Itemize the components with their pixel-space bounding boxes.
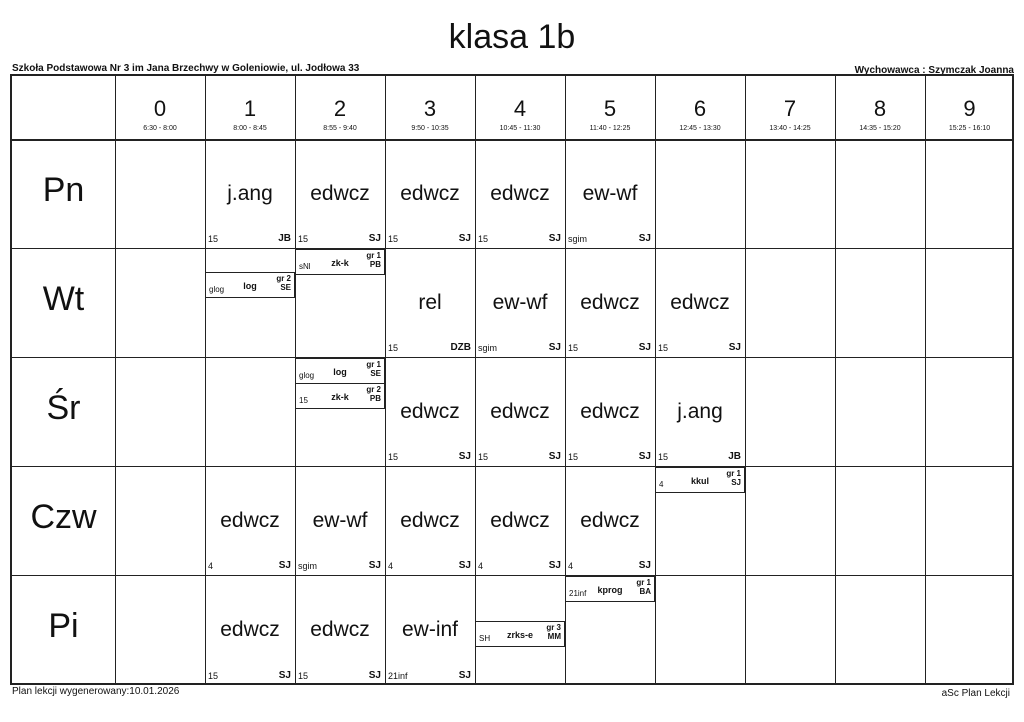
lesson-subject: kprog [597,585,623,595]
lesson-subject: edwcz [580,509,640,532]
group-lesson [295,358,385,384]
lesson-teacher: SJ [731,478,741,487]
period-header-1 [205,76,295,140]
class-teacher: Wychowawca : Szymczak Joanna [854,65,1014,76]
lesson-subject: zrks-e [506,630,533,640]
lesson-subject: edwcz [220,509,280,532]
lesson-subject: edwcz [400,400,460,423]
lesson-teacher: SJ [368,670,381,681]
lesson-cell [565,249,655,357]
lesson-room: sgim [298,561,318,571]
lesson-cell [385,467,475,575]
lesson-room: sgim [568,234,588,244]
lesson-subject: zk-k [331,258,349,268]
lesson-subject: ew-wf [312,509,368,532]
lesson-teacher: PB [369,260,381,269]
period-header-4 [475,76,565,140]
lesson-room: 4 [388,561,394,571]
generated-date: Plan lekcji wygenerowany:10.01.2026 [12,686,180,697]
lesson-subject: edwcz [670,291,730,314]
period-time: 12:45 - 13:30 [679,125,721,132]
day-label-sr: Śr [46,389,81,427]
lesson-group: gr 1 [726,469,741,478]
lesson-teacher: SJ [368,560,381,571]
lesson-subject: ew-wf [582,182,638,205]
period-number: 2 [333,96,347,121]
lesson-cell [385,576,475,685]
lesson-teacher: SJ [728,342,741,353]
period-time: 14:35 - 15:20 [859,125,901,132]
lesson-cell [205,140,295,248]
lesson-cell [385,249,475,357]
lesson-teacher: SJ [638,451,651,462]
lesson-teacher: JB [278,233,291,244]
lesson-room: 15 [298,234,309,244]
period-header-8 [835,76,925,140]
lesson-subject: ew-wf [492,291,548,314]
lesson-group: gr 1 [366,251,381,260]
lesson-teacher: SJ [548,342,561,353]
lesson-subject: edwcz [310,182,370,205]
lesson-room: 15 [478,234,489,244]
lesson-room: sNl [299,262,311,271]
lesson-subject: edwcz [580,400,640,423]
lesson-subject: zk-k [331,392,349,402]
period-header-9 [925,76,1014,140]
lesson-room: glog [209,285,225,294]
lesson-room: sgim [478,343,498,353]
group-lesson [475,621,565,647]
lesson-cell [385,358,475,466]
lesson-subject: edwcz [400,509,460,532]
lesson-teacher: MM [547,632,561,641]
lesson-teacher: SE [370,369,381,378]
lesson-teacher: SJ [458,233,471,244]
period-number: 4 [513,96,527,121]
lesson-cell [475,140,565,248]
lesson-subject: j.ang [227,182,273,205]
school-name: Szkoła Podstawowa Nr 3 im Jana Brzechwy w Goleniowie, ul. Jodłowa 33 [12,63,360,74]
lesson-cell [385,140,475,248]
lesson-subject: j.ang [677,400,723,423]
lesson-subject: ew-inf [401,618,459,641]
lesson-room: 15 [388,452,399,462]
lesson-room: 15 [208,234,219,244]
timetable-grid [10,74,1014,685]
lesson-subject: edwcz [310,618,370,641]
lesson-cell [475,249,565,357]
group-lesson [205,272,295,298]
lesson-teacher: SJ [368,233,381,244]
lesson-cell [565,467,655,575]
lesson-cell [565,358,655,466]
lesson-subject: edwcz [400,182,460,205]
lesson-subject: log [333,367,347,377]
lesson-room: 15 [388,234,399,244]
period-time: 15:25 - 16:10 [948,125,991,132]
period-time: 8:55 - 9:40 [323,125,357,132]
lesson-subject: edwcz [220,618,280,641]
lesson-group: gr 2 [276,274,291,283]
period-header-2 [295,76,385,140]
lesson-room: 15 [478,452,489,462]
lesson-subject: edwcz [580,291,640,314]
period-number: 9 [963,96,976,121]
lesson-cell [295,576,385,685]
lesson-teacher: SJ [548,560,561,571]
day-label-wt: Wt [42,280,85,318]
lesson-cell [205,576,295,685]
group-lesson [295,383,385,409]
lesson-subject: edwcz [490,400,550,423]
period-time: 10:45 - 11:30 [499,125,541,132]
period-number: 6 [693,96,707,121]
day-label-pi: Pi [48,607,79,645]
period-time: 8:00 - 8:45 [233,125,267,132]
period-time: 13:40 - 14:25 [769,125,811,132]
lesson-teacher: SJ [458,451,471,462]
lesson-group: gr 1 [366,360,381,369]
period-time: 9:50 - 10:35 [411,125,449,132]
period-time: 11:40 - 12:25 [589,125,631,132]
lesson-subject: rel [418,291,442,314]
lesson-subject: edwcz [490,509,550,532]
lesson-group: gr 1 [636,578,651,587]
lesson-room: 15 [658,452,669,462]
lesson-room: 21inf [388,671,408,681]
period-number: 8 [873,96,887,121]
day-label-czw: Czw [30,498,97,536]
lesson-room: 15 [299,396,308,405]
lesson-room: 15 [388,343,399,353]
group-lesson [565,576,655,602]
lesson-cell [475,358,565,466]
period-time: 6:30 - 8:00 [143,125,177,132]
lesson-subject: edwcz [490,182,550,205]
lesson-cell [475,467,565,575]
period-number: 1 [243,96,257,121]
lesson-cell [565,140,655,248]
lesson-teacher: SJ [278,560,291,571]
lesson-room: 21inf [569,589,587,598]
lesson-teacher: JB [728,451,741,462]
period-number: 0 [153,96,167,121]
lesson-room: 4 [568,561,574,571]
period-header-3 [385,76,475,140]
group-lesson [655,467,745,493]
lesson-cell [295,467,385,575]
lesson-room: glog [299,371,315,380]
lesson-teacher: SJ [548,233,561,244]
lesson-room: 15 [298,671,309,681]
period-number: 3 [423,96,437,121]
lesson-group: gr 3 [546,623,561,632]
lesson-room: 4 [659,480,664,489]
lesson-subject: log [243,281,257,291]
lesson-teacher: DZB [450,342,471,353]
lesson-teacher: BA [639,587,651,596]
lesson-room: SH [479,634,491,643]
lesson-teacher: SE [280,283,291,292]
lesson-room: 4 [208,561,214,571]
period-header-0 [115,76,205,140]
lesson-cell [295,140,385,248]
lesson-teacher: SJ [458,560,471,571]
lesson-teacher: SJ [638,560,651,571]
lesson-teacher: PB [369,394,381,403]
lesson-teacher: SJ [638,342,651,353]
day-label-pn: Pn [42,171,85,209]
period-number: 7 [783,96,797,121]
period-header-7 [745,76,835,140]
lesson-cell [205,467,295,575]
lesson-subject: kkul [690,476,709,486]
period-header-5 [565,76,655,140]
lesson-room: 15 [658,343,669,353]
period-header-6 [655,76,745,140]
software-credit: aSc Plan Lekcji [941,688,1010,699]
lesson-teacher: SJ [548,451,561,462]
lesson-room: 15 [568,343,579,353]
lesson-cell [655,249,745,357]
lesson-room: 4 [478,561,484,571]
lesson-group: gr 2 [366,385,381,394]
lesson-room: 15 [568,452,579,462]
lesson-teacher: SJ [638,233,651,244]
lesson-cell [655,358,745,466]
page-title: klasa 1b [448,18,576,56]
lesson-teacher: SJ [278,670,291,681]
lesson-teacher: SJ [458,670,471,681]
period-number: 5 [603,96,617,121]
group-lesson [295,249,385,275]
lesson-room: 15 [208,671,219,681]
